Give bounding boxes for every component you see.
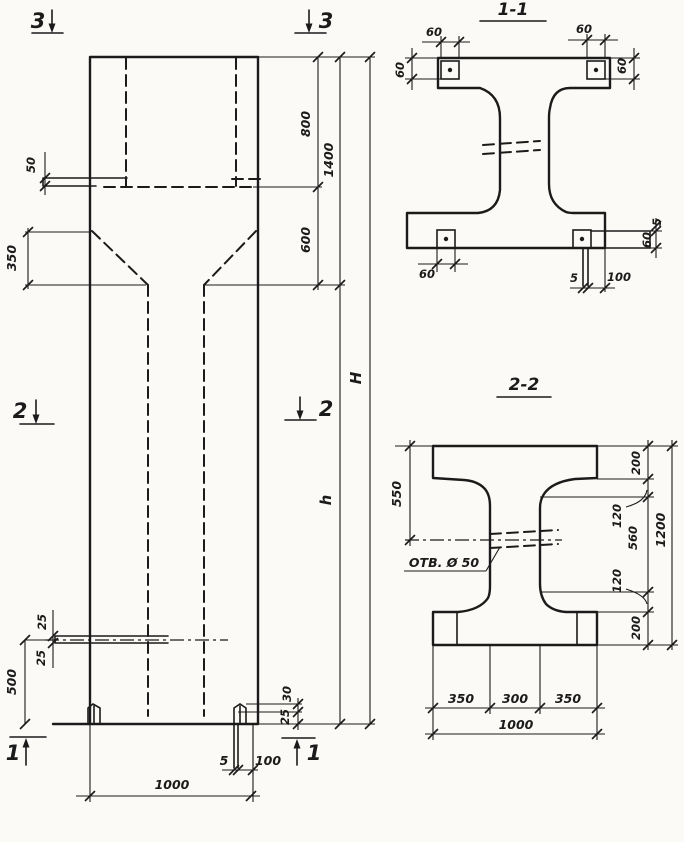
s22-dim-200-bottom-label: 200	[629, 615, 643, 641]
column-elevation-outline	[43, 57, 258, 768]
section-mark-3-left-label: 3	[30, 9, 46, 33]
s11-dim-right-60-label: 60	[640, 231, 654, 249]
section-2-2-title: 2-2	[508, 375, 540, 395]
section-mark-1-right	[282, 738, 321, 765]
s22-dim-1000-label: 1000	[498, 717, 534, 732]
s11-dim-bottom-100-label: 100	[606, 270, 632, 284]
dim-top-label: 800	[298, 110, 313, 138]
section-mark-2-right	[285, 397, 333, 421]
s11-dim-top-right-label: 60	[575, 22, 593, 36]
dim-neck-label: 600	[298, 226, 313, 254]
hole-label: ОТВ. Ø 50	[408, 555, 480, 570]
dim-ledge-label: 50	[24, 156, 38, 174]
dim-width-label: 1000	[154, 777, 190, 792]
section-mark-3-left	[31, 9, 63, 33]
dim-lug-upper-label: 30	[280, 685, 294, 703]
section-2-2	[389, 375, 678, 740]
section-mark-1-right-label: 1	[306, 741, 322, 765]
s11-dim-bottom-left-label: 60	[418, 267, 436, 281]
s22-dim-350-left-label: 350	[447, 691, 475, 706]
dim-plate-offset-label: 100	[254, 753, 282, 768]
s22-dim-560-label: 560	[626, 525, 640, 551]
section-mark-3-right	[295, 9, 333, 33]
section-mark-2-left	[13, 399, 54, 424]
s22-dim-120-top-label: 120	[610, 503, 624, 529]
section-2-2-hole-callout	[404, 547, 500, 571]
section-1-1-hole-hidden-lines	[483, 141, 540, 154]
section-mark-1-left-label: 1	[5, 741, 21, 765]
dim-slot-upper-label: 25	[35, 613, 49, 631]
section-mark-2-left-label: 2	[12, 399, 28, 423]
dim-head-label: 1400	[321, 142, 336, 178]
dim-slot-lower-label: 25	[34, 649, 48, 667]
section-1-1	[393, 0, 664, 293]
section-2-2-dimensions	[395, 440, 678, 740]
dim-taper-label: 350	[4, 244, 19, 272]
column-elevation	[4, 9, 375, 802]
s22-dim-300-label: 300	[501, 691, 529, 706]
section-2-2-flange-edges	[457, 612, 577, 645]
section-mark-2-right-label: 2	[318, 397, 334, 421]
s22-dim-350-right-label: 350	[554, 691, 582, 706]
section-1-1-title: 1-1	[497, 0, 529, 20]
s11-dim-top-left-label: 60	[425, 25, 443, 39]
s11-dim-bottom-5-label: 5	[569, 271, 579, 285]
s22-dim-120-bottom-label: 120	[610, 568, 624, 594]
s22-dim-200-top-label: 200	[629, 450, 643, 476]
section-1-1-embedded-plates	[437, 61, 650, 286]
s11-dim-right-label: 60	[615, 57, 629, 75]
section-2-2-hole-hidden-lines	[490, 530, 558, 548]
s11-dim-right-5-label: 5	[650, 217, 664, 227]
column-elevation-hidden-lines	[92, 58, 264, 716]
s22-dim-1200-label: 1200	[653, 512, 668, 548]
dim-total-height-label: H	[347, 371, 365, 385]
dim-lug-lower-label: 25	[278, 708, 292, 726]
dim-base-label: 500	[4, 668, 19, 696]
dim-shaft-height-label: h	[317, 494, 335, 506]
s11-dim-left-label: 60	[393, 61, 407, 79]
section-mark-1-left	[6, 737, 46, 765]
dim-plate-thickness-label: 5	[219, 753, 229, 768]
s22-dim-550-label: 550	[389, 480, 404, 508]
section-mark-3-right-label: 3	[318, 9, 334, 33]
